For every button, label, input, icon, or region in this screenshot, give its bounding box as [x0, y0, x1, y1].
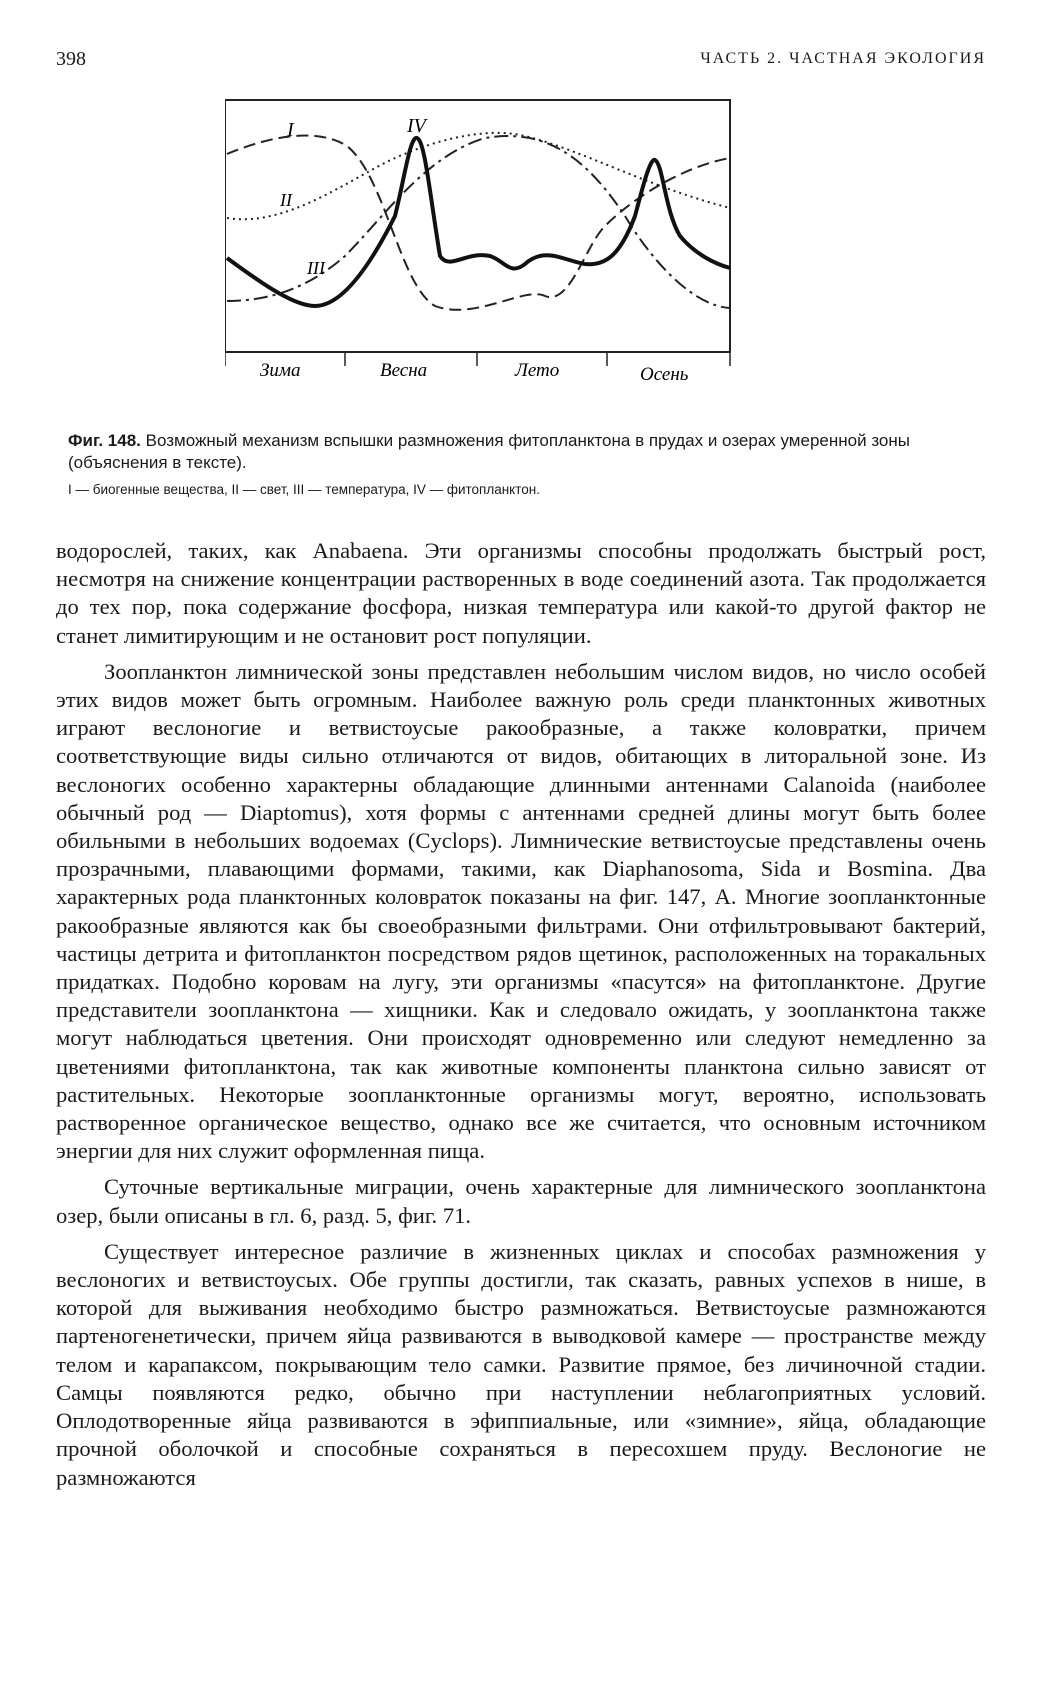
- paragraph: Суточные вертикальные миграции, очень характерные для лимнического зоопланктона озер, были описаны в гл. 6, разд. 5, фиг. 71.: [56, 1174, 986, 1228]
- curve-II-light: [227, 133, 730, 219]
- figure-caption: [68, 430, 973, 500]
- label-IV: IV: [407, 115, 426, 137]
- paragraph: Зоопланктон лимнической зоны представлен небольшим числом видов, но число особей этих видов может быть огромным. Наиболее важную роль среди планктонных животных играют веслоногие и ветвистоусые ракообразные, а также коловратки, причем соответствующие виды сильно отличаются от видов, обитающих в литоральной зоне. Из веслоногих особенно характерны обладающие длинными антеннами Calanoida (наиболее обычный род — Diaptomus), хотя формы с антеннами средней длины могут быть более обильными в небольших водоемах (Cyclops). Лимнические ветвистоусые представлены очень прозрачными, плавающими формами, такими, как Diaphanosoma, Sida и Bosmina. Два характерных рода планктонных коловраток показаны на фиг. 147, А. Многие зоопланктонные ракообразные являются как бы своеобразными фильтрами. Они отфильтровывают бактерий, частицы детрита и фитопланктон посредством рядов щетинок, расположенных на торакальных придатках. Подобно коровам на лугу, эти организмы «пасутся» на фитопланктоне. Другие представители зоопланктона — хищники. Как и следовало ожидать, у зоопланктона также могут наблюдаться цветения. Они происходят одновременно или следуют немедленно за цветениями фитопланктона, так как животные компоненты планктона сильно зависят от растительных. Некоторые зоопланктонные организмы могут, вероятно, использовать растворенное органическое вещество, однако все же считается, что основным источником энергии для них служит оформленная пища.: [56, 658, 986, 1164]
- running-head: ЧАСТЬ 2. ЧАСТНАЯ ЭКОЛОГИЯ: [700, 50, 986, 67]
- figure-diagram: [225, 96, 805, 416]
- caption-text: Возможный механизм вспышки размножения фитопланктона в прудах и озерах умеренной зоны (объяснения в тексте).: [68, 431, 910, 472]
- label-III: III: [307, 258, 325, 278]
- plot-frame: [225, 100, 730, 352]
- season-summer: Лето: [515, 360, 560, 381]
- page-header: [56, 48, 986, 78]
- page-number: 398: [56, 48, 86, 70]
- caption-legend: I — биогенные вещества, II — свет, III — температура, IV — фитопланктон.: [68, 482, 540, 497]
- label-I: I: [287, 119, 294, 141]
- season-winter: Зима: [260, 360, 301, 381]
- paragraph: водорослей, таких, как Anabaena. Эти организмы способны продолжать быстрый рост, несмотря на снижение концентрации растворенных в воде соединений азота. Так продолжается до тех пор, пока содержание фосфора, низкая температура или какой-то другой фактор не станет лимитирующим и не остановит рост популяции.: [56, 538, 986, 648]
- label-II: II: [280, 190, 292, 210]
- season-autumn: Осень: [640, 364, 689, 385]
- figure-148: [225, 96, 805, 416]
- body-text: [56, 537, 986, 1500]
- season-spring: Весна: [380, 360, 428, 381]
- curve-IV-phytoplankton: [227, 138, 730, 306]
- caption-number: Фиг. 148.: [68, 431, 141, 450]
- paragraph: Существует интересное различие в жизненных циклах и способах размножения у веслоногих и ветвистоусых. Обе группы достигли, так сказать, равных успехов в нише, в которой для выживания необходимо быстро размножаться. Ветвистоусые размножаются партеногенетически, причем яйца развиваются в выводковой камере — пространстве между телом и карапаксом, покрывающим тело самки. Развитие прямое, без личиночной стадии. Самцы появляются редко, обычно при наступлении неблагоприятных условий. Оплодотворенные яйца развиваются в эфиппиальные, или «зимние», яйца, обладающие прочной оболочкой и способные сохраняться в пересохшем пруду. Веслоногие не размножаются: [56, 1238, 986, 1490]
